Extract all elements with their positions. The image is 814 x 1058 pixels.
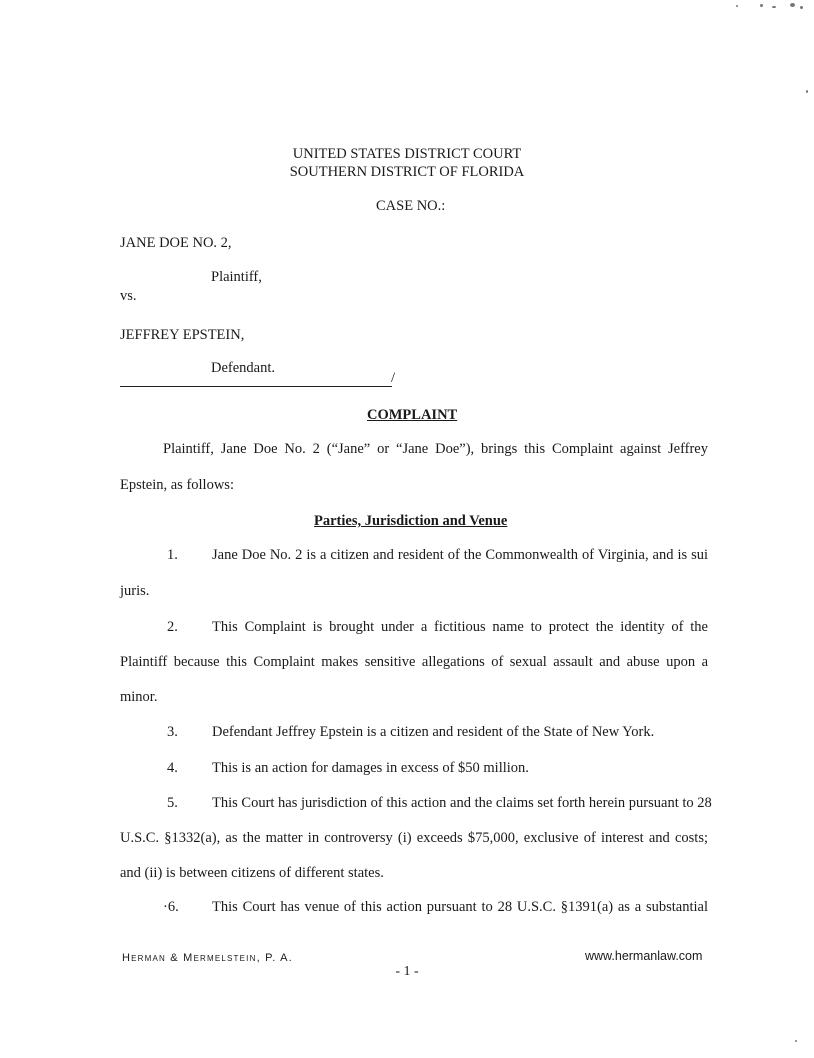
paragraph-line: This Court has jurisdiction of this action and the claims set forth herein pursuant to 28 <box>212 795 712 811</box>
court-name: UNITED STATES DISTRICT COURT <box>292 146 522 162</box>
paragraph-line: Defendant Jeffrey Epstein is a citizen and resident of the State of New York. <box>212 724 655 740</box>
defendant-role: Defendant. <box>211 360 276 376</box>
document-title: COMPLAINT <box>367 407 458 423</box>
caption-rule <box>120 386 392 387</box>
paragraph-line: U.S.C. §1332(a), as the matter in controversy (i) exceeds $75,000, exclusive of interest and costs; <box>120 830 708 846</box>
scan-speck <box>736 5 738 7</box>
paragraph-line: Jane Doe No. 2 is a citizen and resident of the Commonwealth of Virginia, and is sui <box>212 547 708 563</box>
paragraph-number: 2. <box>167 619 178 635</box>
court-district: SOUTHERN DISTRICT OF FLORIDA <box>289 164 525 180</box>
paragraph-number: ·6. <box>163 899 179 915</box>
section-heading: Parties, Jurisdiction and Venue <box>314 513 508 529</box>
paragraph-line: This is an action for damages in excess of $50 million. <box>212 760 529 776</box>
paragraph-line: This Complaint is brought under a fictitious name to protect the identity of the <box>212 619 708 635</box>
paragraph-number: 4. <box>167 760 178 776</box>
paragraph-line: Plaintiff because this Complaint makes sensitive allegations of sexual assault and abuse upon a <box>120 654 708 670</box>
page-number: - 1 - <box>395 964 419 979</box>
case-number-label: CASE NO.: <box>376 198 446 214</box>
paragraph-line: and (ii) is between citizens of different states. <box>120 865 384 881</box>
paragraph-number: 5. <box>167 795 178 811</box>
paragraph-line: This Court has venue of this action pursuant to 28 U.S.C. §1391(a) as a substantial <box>212 899 708 915</box>
plaintiff-role: Plaintiff, <box>211 269 262 285</box>
paragraph-line: minor. <box>120 689 158 705</box>
versus: vs. <box>120 288 137 304</box>
scan-speck <box>800 6 803 9</box>
caption-slash: / <box>391 370 396 386</box>
footer-website: www.hermanlaw.com <box>585 949 703 963</box>
scan-speck <box>790 3 795 7</box>
plaintiff-name: JANE DOE NO. 2, <box>120 235 232 251</box>
paragraph-number: 1. <box>167 547 178 563</box>
scan-speck <box>795 1040 797 1042</box>
intro-line-2: Epstein, as follows: <box>120 477 234 493</box>
defendant-name: JEFFREY EPSTEIN, <box>120 327 245 343</box>
footer-firm-name: Herman & Mermelstein, P. A. <box>122 952 293 964</box>
paragraph-line: juris. <box>120 583 150 599</box>
paragraph-number: 3. <box>167 724 178 740</box>
scan-speck <box>760 4 763 7</box>
scan-speck <box>806 90 808 93</box>
scan-speck <box>772 6 776 8</box>
intro-line-1: Plaintiff, Jane Doe No. 2 (“Jane” or “Jane Doe”), brings this Complaint against Jeffrey <box>163 441 708 457</box>
